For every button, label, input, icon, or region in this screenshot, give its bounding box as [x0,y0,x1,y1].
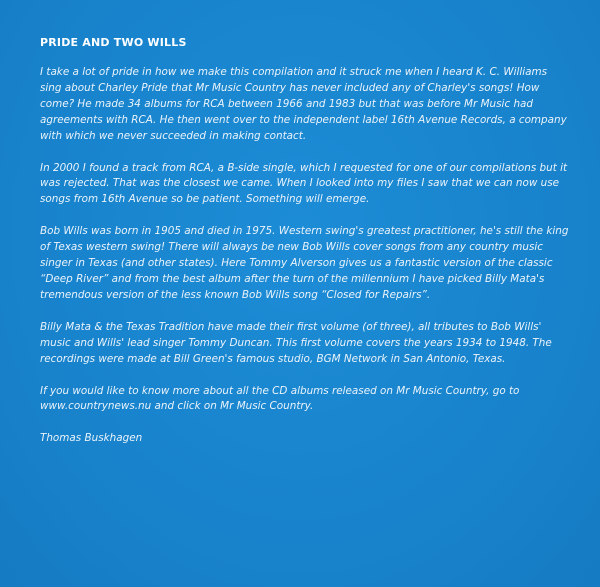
paragraph-rca-track: In 2000 I found a track from RCA, a B-side single, which I requested for one of our compilations but it was rejected. That was the closest we came. When I looked into my files I saw that we can now use songs from 16th Avenue so be patient. Something will emerge. [40,161,568,206]
paragraph-bob-wills: Bob Wills was born in 1905 and died in 1975. Western swing's greatest practitioner, he's still the king of Texas western swing! There will always be new Bob Wills cover songs from any country music singer in Texas (and other states). Here Tommy Alverson gives us a fantastic version of the classic “Deep River” and from the best album after the turn of the millennium I have picked Billy Mata's tremendous version of the less known Bob Wills song “Closed for Repairs”. [40,225,569,301]
liner-notes-page [40,36,570,447]
paragraph-billy-mata: Billy Mata & the Texas Tradition have made their first volume (of three), all tributes to Bob Wills' music and Wills' lead singer Tommy Duncan. This first volume covers the years 1934 to 1948. The recordings were made at Bill Green's famous studio, BGM Network in San Antonio, Texas. [40,320,552,365]
section-heading: PRIDE AND TWO WILLS [40,36,187,49]
paragraph-more-info: If you would like to know more about all the CD albums released on Mr Music Country, go to www.countrynews.nu and click on Mr Music Country. [40,384,520,413]
paragraph-charley-pride: I take a lot of pride in how we make this compilation and it struck me when I heard K. C. Williams sing about Charley Pride that Mr Music Country has never included any of Charley's songs! How come? He made 34 albums for RCA between 1966 and 1983 but that was before Mr Music had agreements with RCA. He then went over to the independent label 16th Avenue Records, a company with which we never succeeded in making contact. [40,66,567,142]
author-signature: Thomas Buskhagen [40,432,143,445]
